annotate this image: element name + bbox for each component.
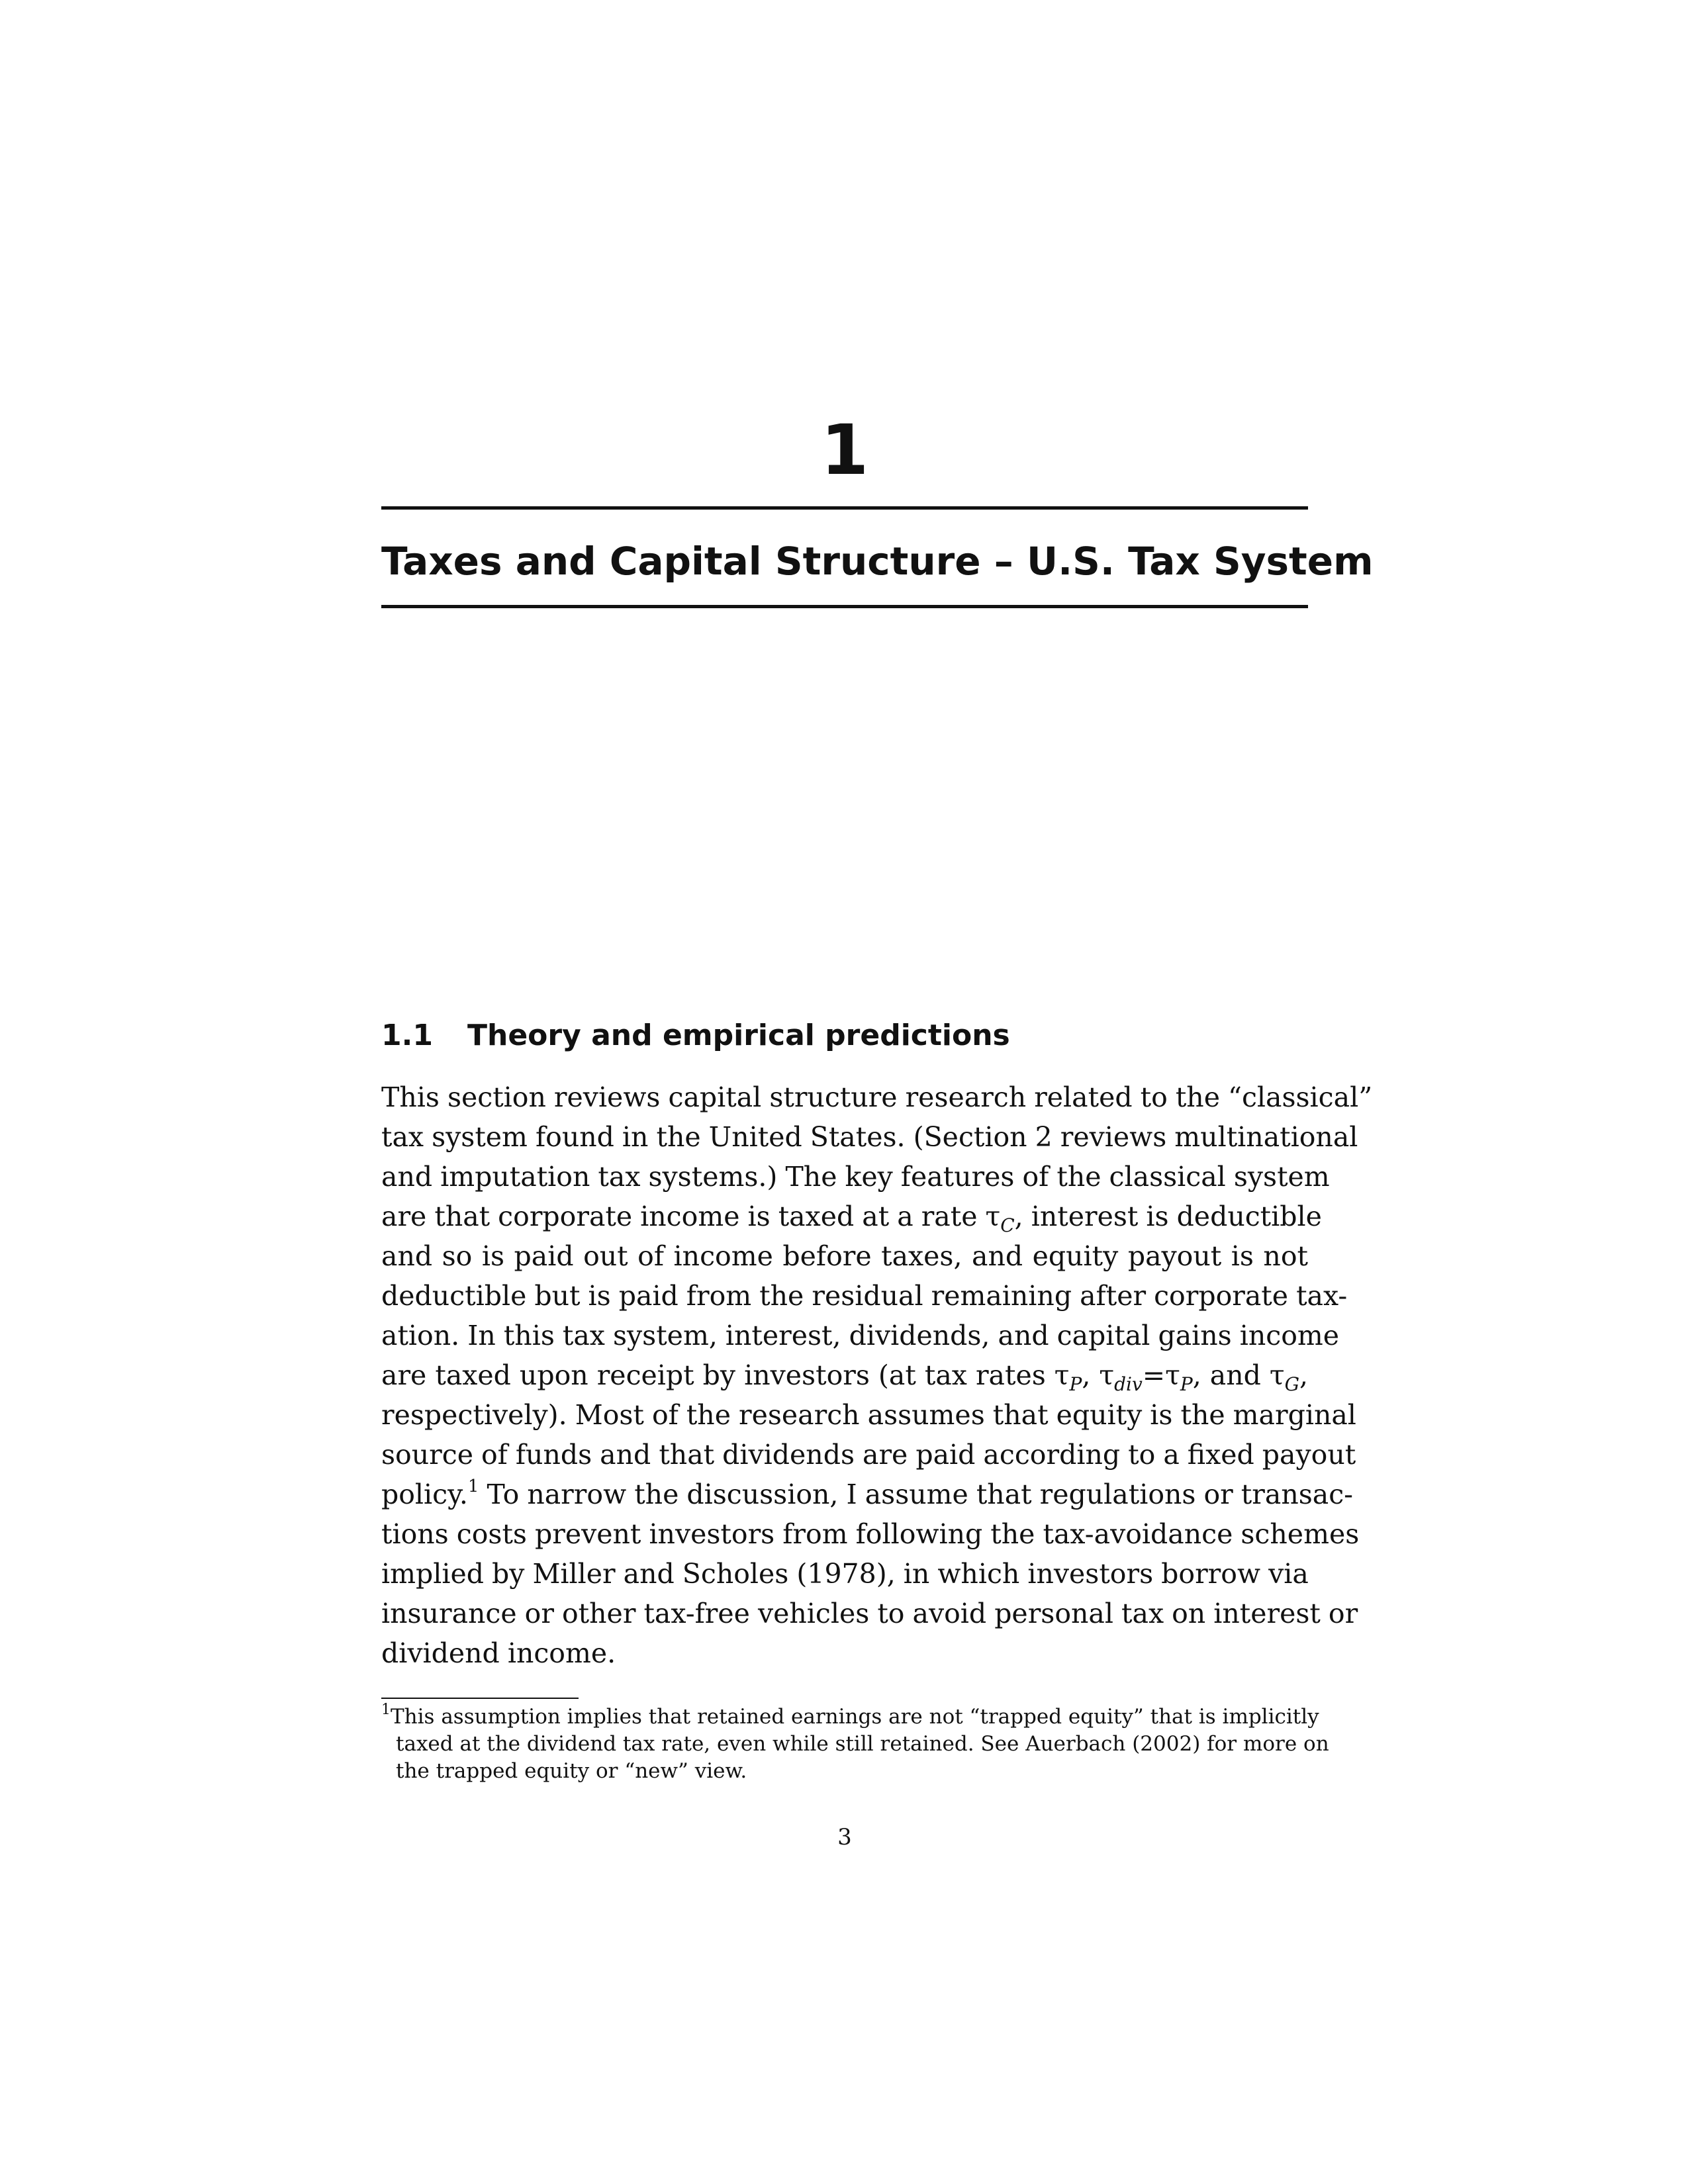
body-line xyxy=(381,1355,1308,1395)
math-subscript: P xyxy=(1180,1373,1193,1396)
body-line: and so is paid out of income before taxes, and equity payout is not xyxy=(381,1240,1308,1272)
footnote-line: taxed at the dividend tax rate, even while still retained. See Auerbach (2002) for more on xyxy=(396,1732,1329,1756)
chapter-rule-bottom xyxy=(381,605,1308,608)
body-line: tions costs prevent investors from following the tax-avoidance schemes xyxy=(381,1518,1360,1550)
body-text-segment: policy. xyxy=(381,1479,468,1510)
body-paragraph xyxy=(381,1077,1373,1673)
section-heading xyxy=(381,1016,1010,1056)
footnote-line xyxy=(381,1702,1319,1731)
body-text-segment: , interest is deductible xyxy=(1014,1201,1322,1232)
body-text-segment: , and τ xyxy=(1192,1359,1285,1391)
body-line: dividend income. xyxy=(381,1637,616,1669)
math-subscript: P xyxy=(1069,1373,1082,1396)
body-line: and imputation tax systems.) The key features of the classical system xyxy=(381,1161,1330,1193)
body-text-segment: are that corporate income is taxed at a rate τ xyxy=(381,1201,1001,1232)
body-text-segment: , xyxy=(1299,1359,1308,1391)
body-text-segment: are taxed upon receipt by investors (at tax rates τ xyxy=(381,1359,1070,1391)
body-line: insurance or other tax-free vehicles to avoid personal tax on interest or xyxy=(381,1598,1358,1629)
body-line: source of funds and that dividends are paid according to a fixed payout xyxy=(381,1439,1356,1471)
body-line: implied by Miller and Scholes (1978), in which investors borrow via xyxy=(381,1558,1309,1590)
body-line xyxy=(381,1475,1354,1514)
footnote-divider xyxy=(381,1698,579,1699)
chapter-number: 1 xyxy=(820,410,869,490)
chapter-rule-top xyxy=(381,506,1308,510)
body-line: respectively). Most of the research assumes that equity is the marginal xyxy=(381,1399,1356,1431)
page-number: 3 xyxy=(837,1824,852,1850)
section-number: 1.1 xyxy=(381,1019,433,1052)
footnote xyxy=(381,1702,1329,1785)
body-line: ation. In this tax system, interest, dividends, and capital gains income xyxy=(381,1320,1340,1351)
body-line xyxy=(381,1197,1322,1237)
body-line: deductible but is paid from the residual remaining after corporate tax- xyxy=(381,1280,1348,1312)
body-line: This section reviews capital structure research related to the “classical” xyxy=(381,1081,1373,1113)
body-text-segment: , τ xyxy=(1082,1359,1115,1391)
math-subscript: G xyxy=(1284,1373,1299,1396)
section-title: Theory and empirical predictions xyxy=(467,1019,1010,1052)
body-text-segment: =τ xyxy=(1142,1359,1180,1391)
chapter-title: Taxes and Capital Structure – U.S. Tax System xyxy=(381,539,1374,584)
body-text-segment: To narrow the discussion, I assume that regulations or transac- xyxy=(479,1479,1354,1510)
body-line: tax system found in the United States. (Section 2 reviews multinational xyxy=(381,1121,1358,1153)
footnote-reference[interactable]: 1 xyxy=(467,1477,479,1496)
math-subscript: div xyxy=(1114,1373,1143,1396)
footnote-line: the trapped equity or “new” view. xyxy=(396,1759,747,1783)
footnote-text: This assumption implies that retained earnings are not “trapped equity” that is implicitly xyxy=(391,1705,1319,1729)
math-subscript: C xyxy=(1000,1214,1015,1237)
footnote-mark: 1 xyxy=(381,1702,391,1718)
